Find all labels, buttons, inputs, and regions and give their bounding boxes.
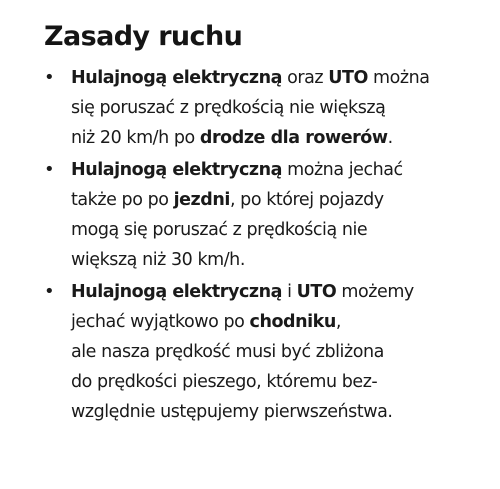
list-item bbox=[44, 277, 484, 427]
body-text: oraz bbox=[281, 68, 329, 88]
emphasis-text: UTO bbox=[296, 282, 337, 302]
body-text: względnie ustępujemy pierwszeństwa. bbox=[71, 402, 393, 422]
text-line bbox=[71, 215, 484, 245]
body-text: do prędkości pieszego, któremu bez- bbox=[71, 372, 378, 392]
list-item bbox=[44, 155, 484, 275]
emphasis-text: Hulajnogą elektryczną bbox=[71, 68, 282, 88]
text-line bbox=[71, 277, 484, 307]
list-item bbox=[44, 63, 484, 153]
body-text: . bbox=[387, 128, 393, 148]
body-text: jechać wyjątkowo po bbox=[71, 312, 250, 332]
body-text: można jechać bbox=[281, 160, 403, 180]
bullet-icon: • bbox=[44, 67, 55, 88]
text-line bbox=[71, 93, 484, 123]
body-text: się poruszać z prędkością nie większą bbox=[71, 98, 386, 118]
body-text: ale nasza prędkość musi być zbliżona bbox=[71, 342, 384, 362]
bullet-icon: • bbox=[44, 159, 55, 180]
emphasis-text: jezdni bbox=[173, 190, 230, 210]
text-line bbox=[71, 245, 484, 275]
text-line bbox=[71, 307, 484, 337]
text-line bbox=[71, 63, 484, 93]
text-line bbox=[71, 185, 484, 215]
emphasis-text: UTO bbox=[328, 68, 368, 88]
body-text: niż 20 km/h po bbox=[71, 128, 200, 148]
emphasis-text: Hulajnogą elektryczną bbox=[71, 160, 282, 180]
body-text: , bbox=[335, 312, 342, 332]
emphasis-text: Hulajnogą elektryczną bbox=[71, 282, 282, 302]
page-title: Zasady ruchu bbox=[44, 21, 243, 52]
bullet-icon: • bbox=[44, 281, 55, 302]
text-line bbox=[71, 337, 484, 367]
rules-list bbox=[44, 63, 484, 427]
body-text: można bbox=[367, 68, 430, 88]
body-text: i bbox=[281, 282, 297, 302]
text-line bbox=[71, 397, 484, 427]
text-line bbox=[71, 367, 484, 397]
body-text: większą niż 30 km/h. bbox=[71, 250, 245, 270]
emphasis-text: chodniku bbox=[249, 312, 336, 332]
body-text: możemy bbox=[336, 282, 414, 302]
text-line bbox=[71, 123, 484, 153]
body-text: także po po bbox=[71, 190, 174, 210]
text-line bbox=[71, 155, 484, 185]
body-text: mogą się poruszać z prędkością nie bbox=[71, 220, 368, 240]
emphasis-text: drodze dla rowerów bbox=[199, 128, 388, 148]
body-text: , po której pojazdy bbox=[229, 190, 384, 210]
